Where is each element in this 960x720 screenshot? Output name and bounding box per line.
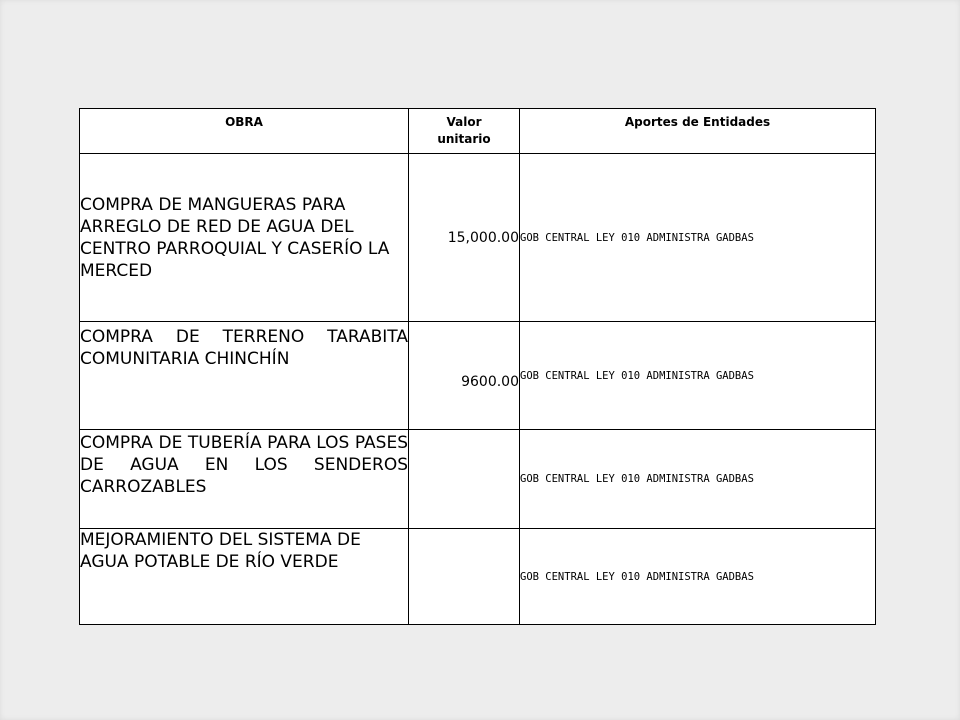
cell-aportes: GOB CENTRAL LEY 010 ADMINISTRA GADBAS: [520, 529, 876, 625]
table-header-row: [80, 109, 876, 154]
cell-aportes: GOB CENTRAL LEY 010 ADMINISTRA GADBAS: [520, 322, 876, 430]
header-obra: OBRA: [80, 109, 409, 154]
works-table: [79, 108, 876, 625]
cell-aportes: GOB CENTRAL LEY 010 ADMINISTRA GADBAS: [520, 430, 876, 529]
table-row: [80, 430, 876, 529]
table-row: [80, 154, 876, 322]
cell-aportes: GOB CENTRAL LEY 010 ADMINISTRA GADBAS: [520, 154, 876, 322]
header-valor-label: Valor unitario: [437, 115, 491, 146]
cell-obra: COMPRA DE TERRENO TARABITA COMUNITARIA CHINCHÍN: [80, 322, 409, 430]
header-aportes: Aportes de Entidades: [520, 109, 876, 154]
cell-valor: [409, 529, 520, 625]
table-row: [80, 322, 876, 430]
table-row: [80, 529, 876, 625]
cell-valor: [409, 430, 520, 529]
cell-obra: COMPRA DE TUBERÍA PARA LOS PASES DE AGUA EN LOS SENDEROS CARROZABLES: [80, 430, 409, 529]
cell-obra: MEJORAMIENTO DEL SISTEMA DE AGUA POTABLE DE RÍO VERDE: [80, 529, 409, 625]
header-valor-unitario: [409, 109, 520, 154]
cell-valor: 15,000.00: [409, 154, 520, 322]
cell-obra: COMPRA DE MANGUERAS PARA ARREGLO DE RED DE AGUA DEL CENTRO PARROQUIAL Y CASERÍO LA MERCED: [80, 154, 409, 322]
cell-valor: 9600.00: [409, 322, 520, 430]
